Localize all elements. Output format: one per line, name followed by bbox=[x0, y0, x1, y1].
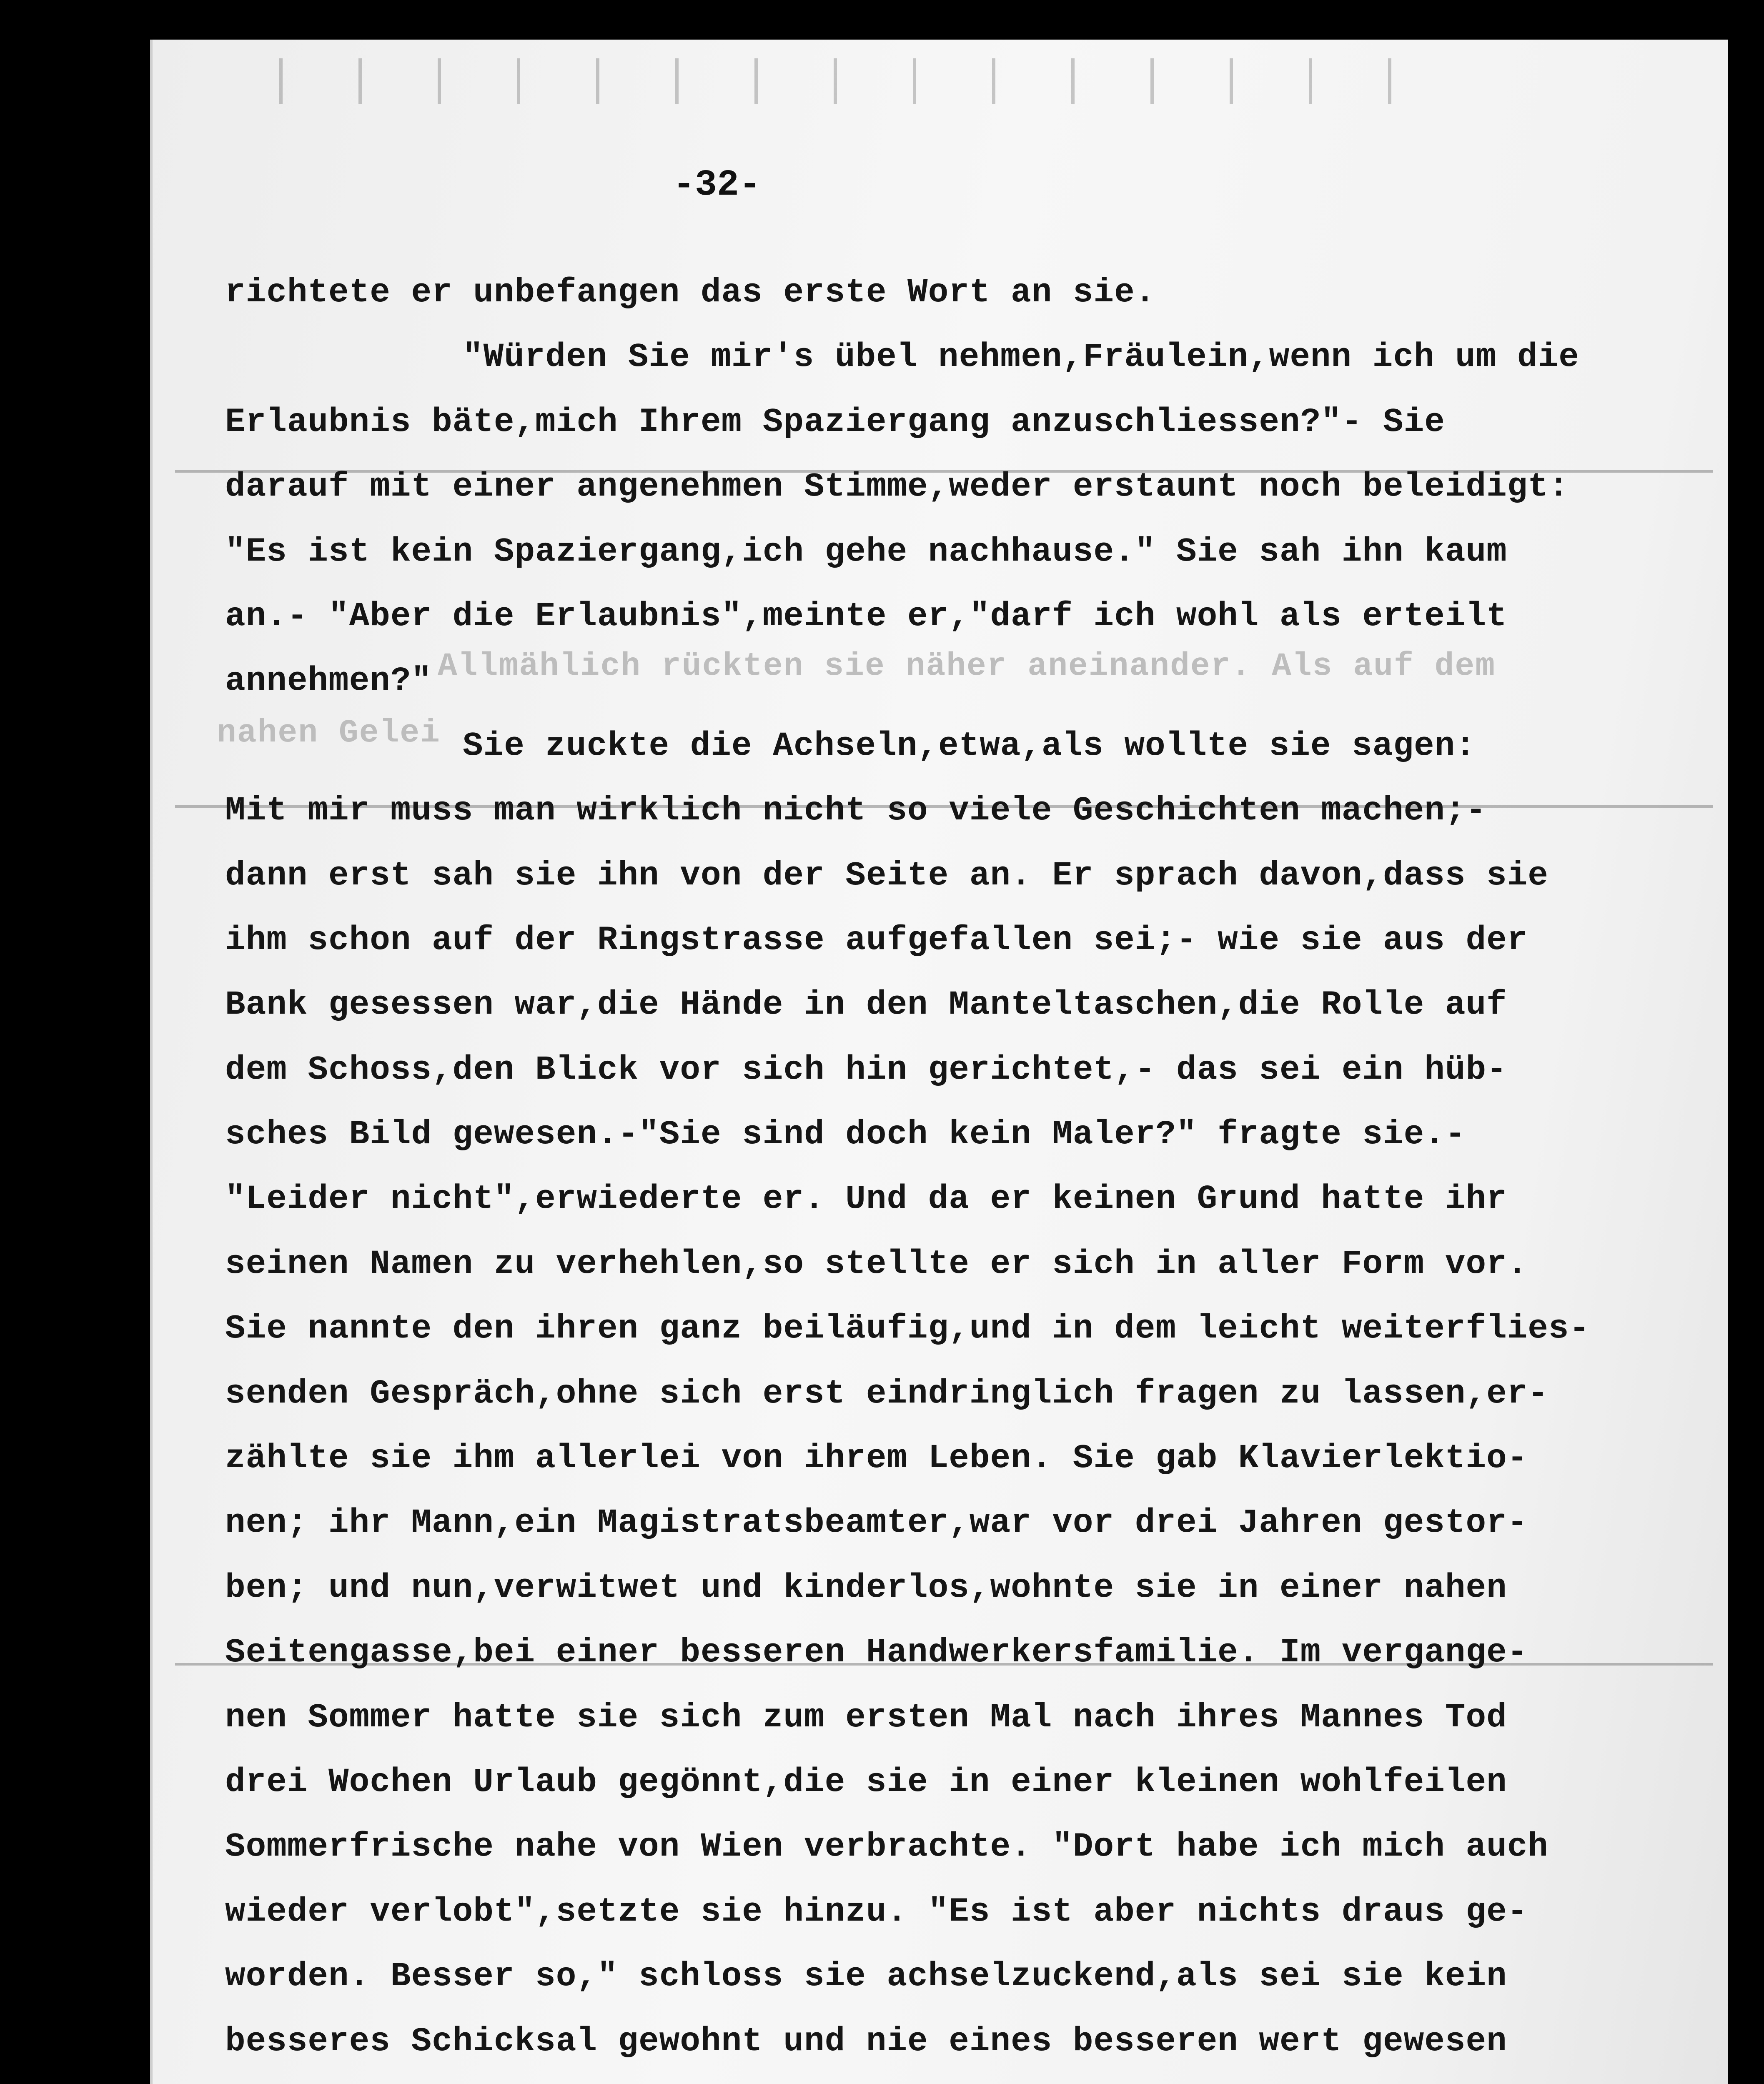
text-line: senden Gespräch,ohne sich erst eindringlich fragen zu lassen,er- bbox=[225, 1375, 1549, 1413]
text-line: besseres Schicksal gewohnt und nie eines besseren wert gewesen bbox=[225, 2022, 1507, 2061]
text-line: dem Schoss,den Blick vor sich hin gerichtet,- das sei ein hüb- bbox=[225, 1051, 1507, 1089]
text-line: an.- "Aber die Erlaubnis",meinte er,"darf ich wohl als erteilt bbox=[225, 597, 1507, 636]
text-line: seinen Namen zu verhehlen,so stellte er sich in aller Form vor. bbox=[225, 1245, 1528, 1283]
text-line: "Würden Sie mir's übel nehmen,Fräulein,wenn ich um die bbox=[463, 338, 1579, 377]
text-line: wieder verlobt",setzte sie hinzu. "Es ist aber nichts draus ge- bbox=[225, 1893, 1528, 1931]
page-number: -32- bbox=[673, 165, 761, 206]
text-line: nen Sommer hatte sie sich zum ersten Mal nach ihres Mannes Tod bbox=[225, 1698, 1507, 1737]
text-line: Sie nannte den ihren ganz beiläufig,und in dem leicht weiterflies- bbox=[225, 1310, 1590, 1348]
text-line: nen; ihr Mann,ein Magistratsbeamter,war vor drei Jahren gestor- bbox=[225, 1504, 1528, 1543]
text-line: "Es ist kein Spaziergang,ich gehe nachhause." Sie sah ihn kaum bbox=[225, 533, 1507, 571]
text-line: Bank gesessen war,die Hände in den Manteltaschen,die Rolle auf bbox=[225, 986, 1507, 1024]
text-line: darauf mit einer angenehmen Stimme,weder erstaunt noch beleidigt: bbox=[225, 468, 1569, 506]
bleed-through-text: nahen Gelei bbox=[217, 715, 441, 751]
text-line: "Leider nicht",erwiederte er. Und da er keinen Grund hatte ihr bbox=[225, 1180, 1507, 1219]
text-line: ihm schon auf der Ringstrasse aufgefallen sei;- wie sie aus der bbox=[225, 921, 1528, 959]
text-line: Erlaubnis bäte,mich Ihrem Spaziergang anzuschliessen?"- Sie bbox=[225, 403, 1445, 441]
text-line: dann erst sah sie ihn von der Seite an. Er sprach davon,dass sie bbox=[225, 857, 1549, 895]
text-line: Sommerfrische nahe von Wien verbrachte. "Dort habe ich mich auch bbox=[225, 1828, 1549, 1866]
body-text bbox=[225, 260, 1592, 2074]
text-line: richtete er unbefangen das erste Wort an sie. bbox=[225, 274, 1156, 312]
bleed-through-text: Allmählich rückten sie näher aneinander. Als auf dem bbox=[438, 648, 1496, 685]
text-line: Seitengasse,bei einer besseren Handwerkersfamilie. Im vergange- bbox=[225, 1634, 1528, 1672]
text-line: drei Wochen Urlaub gegönnt,die sie in einer kleinen wohlfeilen bbox=[225, 1763, 1507, 1801]
text-line: Mit mir muss man wirklich nicht so viele Geschichten machen;- bbox=[225, 792, 1487, 830]
scan-artifact-marks bbox=[250, 58, 1459, 104]
text-line: ben; und nun,verwitwet und kinderlos,wohnte sie in einer nahen bbox=[225, 1569, 1507, 1607]
text-line: sches Bild gewesen.-"Sie sind doch kein Maler?" fragte sie.- bbox=[225, 1116, 1466, 1154]
text-line: annehmen?" bbox=[225, 662, 432, 701]
text-line: zählte sie ihm allerlei von ihrem Leben. Sie gab Klavierlektio- bbox=[225, 1440, 1528, 1478]
text-line: worden. Besser so," schloss sie achselzuckend,als sei sie kein bbox=[225, 1958, 1507, 1996]
text-line: Sie zuckte die Achseln,etwa,als wollte sie sagen: bbox=[463, 727, 1476, 765]
